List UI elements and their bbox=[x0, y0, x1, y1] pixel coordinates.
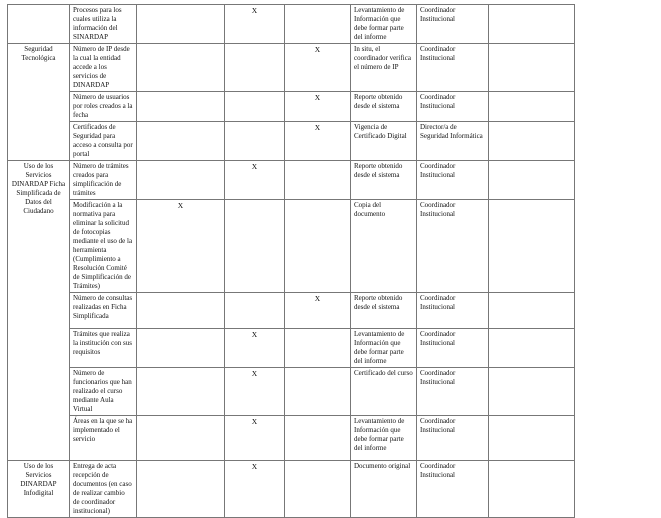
mark-cell-3: X bbox=[285, 122, 351, 161]
mark-cell-2 bbox=[225, 122, 285, 161]
mark-cell-3 bbox=[285, 368, 351, 416]
mark-cell-3 bbox=[285, 5, 351, 44]
mark-cell-1 bbox=[137, 161, 225, 200]
extra-cell bbox=[489, 368, 575, 416]
table-row bbox=[8, 92, 655, 122]
mark-cell-1 bbox=[137, 92, 225, 122]
mark-cell-1 bbox=[137, 329, 225, 368]
table-row bbox=[8, 329, 655, 368]
verification-cell: Reporte obtenido desde el sistema bbox=[351, 92, 417, 122]
mark-cell-1 bbox=[137, 368, 225, 416]
responsible-cell: Coordinador Institucional bbox=[417, 329, 489, 368]
responsible-cell: Coordinador Institucional bbox=[417, 416, 489, 461]
verification-cell: Copia del documento bbox=[351, 200, 417, 293]
table-row bbox=[8, 368, 655, 416]
indicator-cell: Número de funcionarios que han realizado el curso mediante Aula Virtual bbox=[70, 368, 137, 416]
extra-cell bbox=[489, 122, 575, 161]
mark-cell-1: X bbox=[137, 200, 225, 293]
mark-cell-2: X bbox=[225, 329, 285, 368]
indicator-cell: Áreas en la que se ha implementado el servicio bbox=[70, 416, 137, 461]
mark-cell-1 bbox=[137, 5, 225, 44]
mark-cell-2: X bbox=[225, 5, 285, 44]
table-row bbox=[8, 44, 655, 92]
verification-cell: Vigencia de Certificado Digital bbox=[351, 122, 417, 161]
indicator-cell: Certificados de Seguridad para acceso a consulta por portal bbox=[70, 122, 137, 161]
verification-cell: Levantamiento de Información que debe formar parte del informe bbox=[351, 416, 417, 461]
responsible-cell: Coordinador Institucional bbox=[417, 92, 489, 122]
mark-cell-3 bbox=[285, 461, 351, 518]
verification-cell: Certificado del curso bbox=[351, 368, 417, 416]
indicator-cell: Procesos para los cuales utiliza la información del SINARDAP bbox=[70, 5, 137, 44]
dimension-cell: Uso de los Servicios DINARDAP Ficha Simplificada de Datos del Ciudadano bbox=[8, 161, 70, 461]
mark-cell-2: X bbox=[225, 461, 285, 518]
extra-cell bbox=[489, 416, 575, 461]
extra-cell bbox=[489, 461, 575, 518]
responsible-cell: Director/a de Seguridad Informática bbox=[417, 122, 489, 161]
table-row bbox=[8, 161, 655, 200]
mark-cell-3: X bbox=[285, 92, 351, 122]
extra-cell bbox=[489, 293, 575, 329]
extra-cell bbox=[489, 200, 575, 293]
mark-cell-3: X bbox=[285, 44, 351, 92]
mark-cell-2 bbox=[225, 44, 285, 92]
verification-cell: Reporte obtenido desde el sistema bbox=[351, 161, 417, 200]
extra-cell bbox=[489, 161, 575, 200]
mark-cell-2: X bbox=[225, 368, 285, 416]
dimension-cell: Uso de los Servicios DINARDAP Infodigital bbox=[8, 461, 70, 518]
mark-cell-3 bbox=[285, 416, 351, 461]
table-row bbox=[8, 200, 655, 293]
responsible-cell: Coordinador Institucional bbox=[417, 200, 489, 293]
responsible-cell: Coordinador Institucional bbox=[417, 293, 489, 329]
mark-cell-1 bbox=[137, 461, 225, 518]
mark-cell-1 bbox=[137, 122, 225, 161]
extra-cell bbox=[489, 329, 575, 368]
indicator-cell: Entrega de acta recepción de documentos (en caso de realizar cambio de coordinador institucional) bbox=[70, 461, 137, 518]
mark-cell-2: X bbox=[225, 161, 285, 200]
verification-cell: Levantamiento de Información que debe formar parte del informe bbox=[351, 5, 417, 44]
indicator-cell: Número de IP desde la cual la entidad accede a los servicios de DINARDAP bbox=[70, 44, 137, 92]
evaluation-table bbox=[7, 4, 655, 518]
responsible-cell: Coordinador Institucional bbox=[417, 461, 489, 518]
indicator-cell: Número de usuarios por roles creados a la fecha bbox=[70, 92, 137, 122]
verification-cell: Levantamiento de Información que debe formar parte del informe bbox=[351, 329, 417, 368]
extra-cell bbox=[489, 44, 575, 92]
indicator-cell: Número de trámites creados para simplificación de trámites bbox=[70, 161, 137, 200]
table-row bbox=[8, 5, 655, 44]
indicator-cell: Modificación a la normativa para eliminar la solicitud de fotocopias mediante el uso de la herramienta (Cumplimiento a Resolución Comité de Simplificación de Trámites) bbox=[70, 200, 137, 293]
mark-cell-2 bbox=[225, 92, 285, 122]
table-row bbox=[8, 461, 655, 518]
mark-cell-3 bbox=[285, 200, 351, 293]
mark-cell-1 bbox=[137, 416, 225, 461]
indicator-cell: Número de consultas realizadas en Ficha Simplificada bbox=[70, 293, 137, 329]
mark-cell-3 bbox=[285, 329, 351, 368]
mark-cell-2 bbox=[225, 200, 285, 293]
extra-cell bbox=[489, 5, 575, 44]
table-row bbox=[8, 416, 655, 461]
mark-cell-1 bbox=[137, 44, 225, 92]
table-row bbox=[8, 122, 655, 161]
verification-cell: Reporte obtenido desde el sistema bbox=[351, 293, 417, 329]
verification-cell: Documento original bbox=[351, 461, 417, 518]
indicator-cell: Trámites que realiza la institución con sus requisitos bbox=[70, 329, 137, 368]
responsible-cell: Coordinador Institucional bbox=[417, 44, 489, 92]
responsible-cell: Coordinador Institucional bbox=[417, 368, 489, 416]
verification-cell: In situ, el coordinador verifica el número de IP bbox=[351, 44, 417, 92]
mark-cell-1 bbox=[137, 293, 225, 329]
table-row bbox=[8, 293, 655, 329]
responsible-cell: Coordinador Institucional bbox=[417, 5, 489, 44]
dimension-cell bbox=[8, 5, 70, 44]
mark-cell-3: X bbox=[285, 293, 351, 329]
mark-cell-2 bbox=[225, 293, 285, 329]
responsible-cell: Coordinador Institucional bbox=[417, 161, 489, 200]
extra-cell bbox=[489, 92, 575, 122]
mark-cell-2: X bbox=[225, 416, 285, 461]
dimension-cell: Seguridad Tecnológica bbox=[8, 44, 70, 161]
mark-cell-3 bbox=[285, 161, 351, 200]
